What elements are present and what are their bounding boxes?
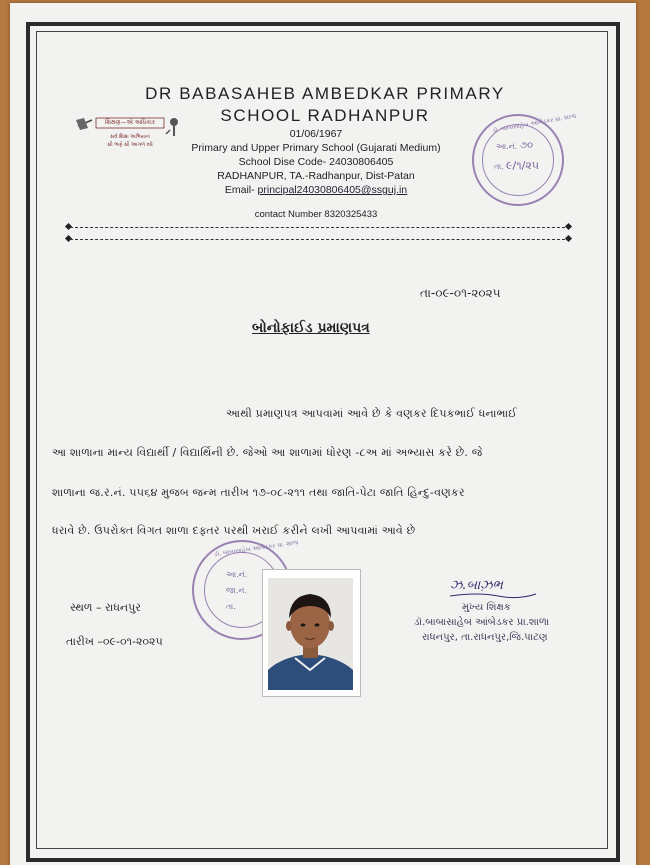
school-short-name: ડૉ.બાબાસાહેબ આંબેડકર પ્રા.શાળા xyxy=(414,617,550,628)
body-line-4: ધરાવે છે. ઉપરોક્ત વિગત શાળા દફ્તર પરથી ખરાઈ કરીને લખી આપવામાં આવે છે xyxy=(52,524,416,537)
stamp-ring-text: ડૉ. બાબાસાહેબ આંબેડકર પ્રા. શાળા xyxy=(491,112,577,135)
body-line-2: આ શાળાના માન્ય વિદ્યાર્થી / વિદ્યાર્થિની છે. જેઓ આ શાળામાં ધોરણ -૮અ માં અભ્યાસ કરે છે. જે xyxy=(52,446,483,459)
school-type: Primary and Upper Primary School (Gujarati Medium) xyxy=(191,142,441,154)
place-label: સ્થળ – રાધનપુર xyxy=(70,601,141,614)
established-date: 01/06/1967 xyxy=(289,128,343,140)
school-place: રાધનપુર, તા.રાધનપુર,જિ.પાટણ xyxy=(422,632,548,643)
school-email-row xyxy=(160,184,472,196)
stamp-bottom-ring-text: ડૉ. બાબાસાહેબ આંબેડકર પ્રા. શાળા xyxy=(213,539,299,558)
contact-number: contact Number 8320325433 xyxy=(254,209,378,220)
dise-code: School Dise Code- 24030806405 xyxy=(238,156,394,168)
stamp-bottom-date-label: તા. xyxy=(226,602,236,611)
divider-dashed-line1 xyxy=(70,227,570,228)
email-link[interactable]: principal24030806405@ssguj.in xyxy=(257,184,408,196)
stamp-date-label: તા. xyxy=(494,162,504,171)
body-line-1: આથી પ્રમાણપત્ર આપવામાં આવે છે કે વણકર દિપકભાઈ ધનાભાઈ xyxy=(226,407,517,420)
student-photo xyxy=(262,569,361,697)
signature-underline-icon xyxy=(448,590,538,600)
school-address: RADHANPUR, TA.-Radhanpur, Dist-Patan xyxy=(217,170,415,182)
footer-date: તારીખ –૦૯-૦૧-૨૦૨૫ xyxy=(66,635,163,648)
certificate-title: બોનોફાઈડ પ્રમાણપત્ર xyxy=(252,320,370,336)
student-portrait-icon xyxy=(263,570,358,694)
body-line-3: શાળાના જ.ર.નં. ૫૫૬૪ મુજબ જન્મ તારીખ ૧૭-૦૮-૨૧૧ તથા જાતિ-પેટા જાતિ હિન્દુ-વણકર xyxy=(52,486,465,499)
stamp-bottom-no-label: આ.નં. xyxy=(226,570,248,579)
school-logo xyxy=(74,114,186,160)
logo-line3: સૌ ભણે સૌ આગળ વધે xyxy=(107,142,153,148)
stamp-no-value: ૭૦ xyxy=(520,140,533,151)
school-name-line1: DR BABASAHEB AMBEDKAR PRIMARY xyxy=(145,84,505,103)
stamp-date-value: ૯/૧/૨૫ xyxy=(506,159,539,172)
stamp-no-label: આ.નં. xyxy=(496,142,518,151)
logo-line2: સર્વ શિક્ષા અભિયાન xyxy=(110,134,150,140)
logo-line1: શિક્ષણ—એ અધિકાર xyxy=(105,119,155,126)
principal-signature: ઝ.બાઝ઼ભ xyxy=(450,578,503,593)
email-label: Email- xyxy=(224,184,258,196)
principal-designation: મુખ્ય શિક્ષક xyxy=(462,602,511,613)
letter-date: તા-૦૯-૦૧-૨૦૨૫ xyxy=(420,286,501,300)
school-stamp-top xyxy=(472,112,577,206)
stamp-bottom-jo-label: જા.નં. xyxy=(226,586,247,595)
school-name-line2: SCHOOL RADHANPUR xyxy=(220,106,430,125)
divider-dashed-line2 xyxy=(70,239,570,240)
